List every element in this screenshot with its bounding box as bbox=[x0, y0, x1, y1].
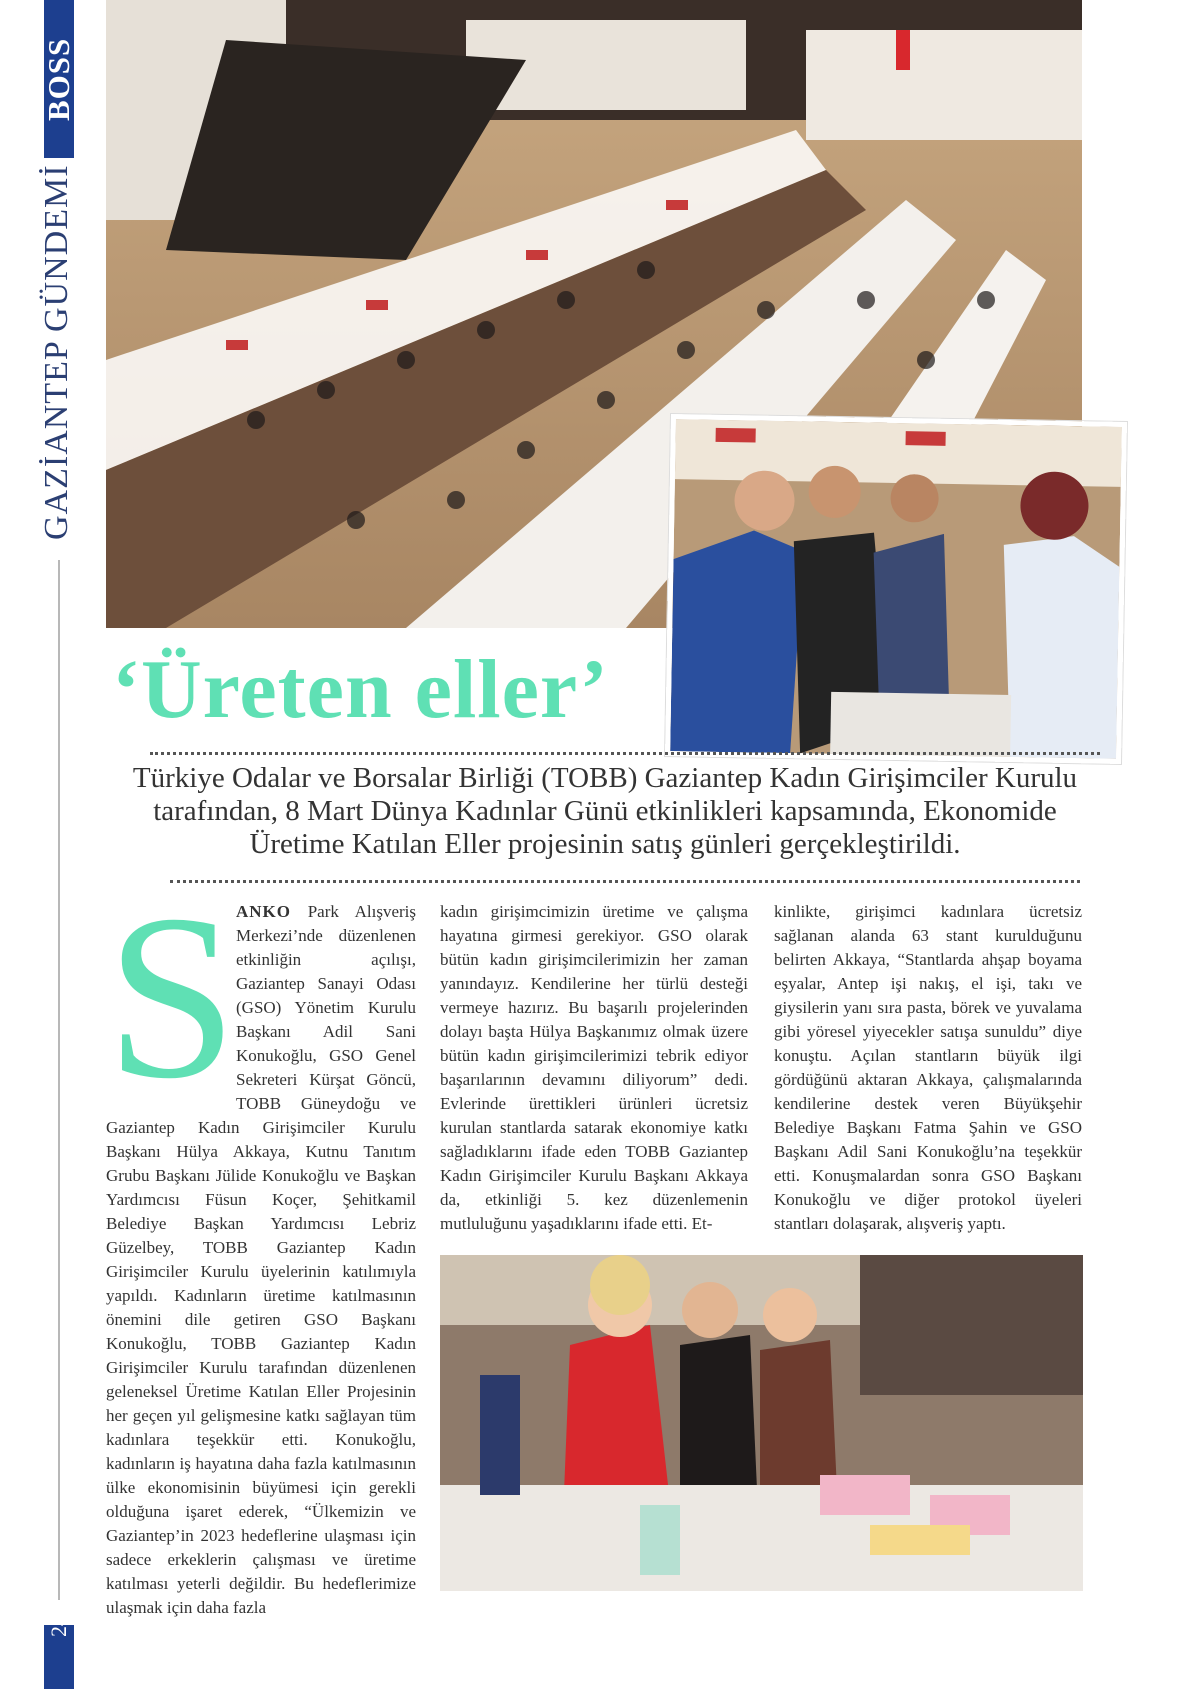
article-title: ‘Üreten eller’ bbox=[112, 643, 609, 736]
inset-photo-officials bbox=[665, 414, 1127, 764]
body-column-3 bbox=[774, 900, 1082, 1240]
body-column-1 bbox=[106, 867, 417, 1617]
title-divider-top bbox=[150, 752, 1100, 755]
drop-cap: S bbox=[106, 867, 238, 1128]
title-divider-bottom bbox=[170, 880, 1080, 883]
article-intro: Türkiye Odalar ve Borsalar Birliği (TOBB) Gaziantep Kadın Girişimciler Kurulu tarafından, 8 Mart Dünya Kadınlar Günü etkinlikleri kapsamında, Ekonomide Üretime Katılan Eller projesinin satış günleri gerçekleştirildi. bbox=[132, 762, 1078, 860]
lead-word: ANKO bbox=[236, 902, 291, 921]
band-divider bbox=[58, 560, 60, 1600]
body-text-col1: Park Alışveriş Merkezi’nde düzenlenen etkinliğin açılışı, Gaziantep Sanayi Odası (GSO) Yönetim Kurulu Başkanı Adil Sani Konukoğlu, GSO Genel Sekreteri Kürşat Göncü, TOBB Güneydoğu ve Gaziantep Kadın Girişimciler Kurulu Başkanı Hülya Akkaya, Kutnu Tanıtım Grubu Başkanı Jülide Konukoğlu ve Başkan Yardımcısı Füsun Koçer, Şehitkamil Belediye Başkan Yardımcısı Lebriz Güzelbey, TOBB Gaziantep Kadın Girişimciler Kurulu üyelerinin katılımıyla yapıldı. Kadınların üretime katılmasının önemini dile getiren GSO Başkanı Konukoğlu, TOBB Gaziantep Kadın Girişimciler Kurulu tarafından düzenlenen geleneksel Üretime Katılan Eller Projesinin her geçen yıl gelişmesine katkı sağlayan tüm kadınlara teşekkür etti. Konukoğlu, kadınların iş hayatına daha fazla katılmasının ülke ekonomisinin büyümesi için gerekli olduğuna işaret ederek, “Ülkemizin ve Gaziantep’in 2023 hedeflerine ulaşması için sadece erkeklerin çalışması ve üretime katılması yeterli değildir. Bu hedeflerimize ulaşmak için daha fazla bbox=[106, 902, 417, 1617]
body-column-2 bbox=[440, 900, 748, 1240]
page-number: 24 bbox=[46, 1615, 71, 1637]
bottom-photo-women-stand bbox=[440, 1255, 1083, 1591]
section-title: GAZİANTEP GÜNDEMİ bbox=[38, 164, 75, 540]
brand-logo: BOSS bbox=[41, 37, 76, 121]
body-text-col2: kadın girişimcimizin üretime ve çalışma hayatına girmesi gerekiyor. GSO olarak bütün kadın girişimcilerimizin her zaman yanındayız. Kendilerine her türlü desteği vermeye hazırız. Bu başarılı projelerinden dolayı başta Hülya Başkanımız olmak üzere bütün kadın girişimcilerimizi tebrik ediyor başarılarının devamını diliyorum” dedi. Evlerinde ürettikleri ürünleri ücretsiz kurulan stantlarda satarak ekonomiye katkı sağladıklarını ifade eden TOBB Gaziantep Kadın Girişimciler Kurulu Başkanı Akkaya da, etkinliği 5. kez düzenlemenin mutluluğunu yaşadıklarını ifade etti. Et- bbox=[440, 902, 748, 1233]
body-text-col3: kinlikte, girişimci kadınlara ücretsiz sağlanan alanda 63 stant kurulduğunu belirten Akkaya, “Stantlarda ahşap boyama eşyalar, Antep işi nakış, el işi, takı ve giysilerin yanı sıra pasta, börek ve yuvalama gibi yöresel yiyecekler satışa sunuldu” diye konuştu. Açılan stantların büyük ilgi gördüğünü aktaran Akkaya, çalışmalarında kendilerine destek veren Büyükşehir Belediye Başkanı Fatma Şahin ve GSO Başkanı Adil Sani Konukoğlu’na teşekkür etti. Konuşmalardan sonra GSO Başkanı Konukoğlu ve diğer protokol üyeleri stantları dolaşarak, alışveriş yaptı. bbox=[774, 902, 1082, 1233]
